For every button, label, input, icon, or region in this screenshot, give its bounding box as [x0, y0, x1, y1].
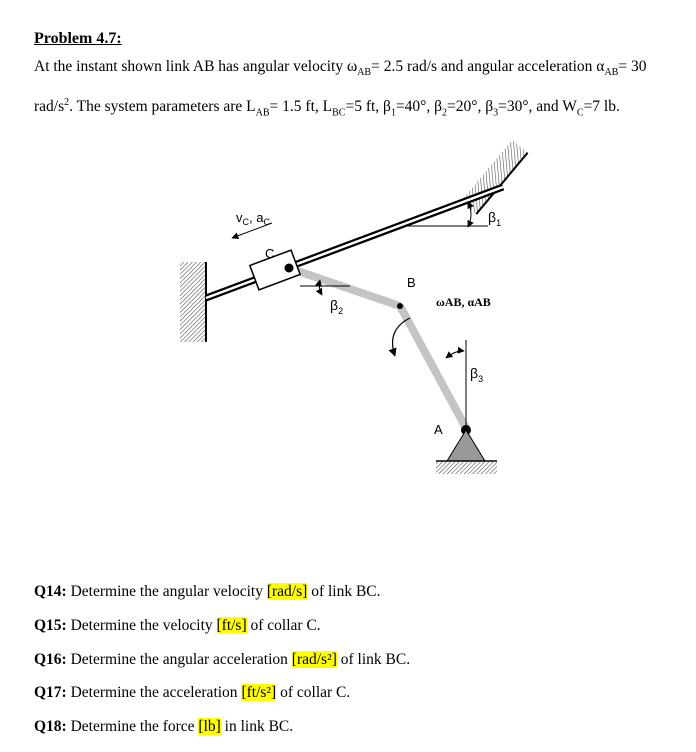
intro-text: =30°, and W	[498, 98, 577, 116]
intro-sub: 1	[390, 107, 396, 119]
intro-text: . The system parameters are L	[69, 98, 256, 116]
intro-text: =5 ft, β	[345, 98, 391, 116]
question-q16: Q16: Determine the angular acceleration [rad/s²] of link BC.	[34, 651, 411, 668]
intro-sup: 2	[64, 97, 70, 109]
label-beta3: $\beta_3$	[470, 365, 484, 384]
link-bc	[289, 268, 400, 306]
beta3-arc-arrow	[446, 351, 464, 358]
unit-highlight: [ft/s]	[216, 617, 247, 634]
label-vc: $v_C$, $a_C$	[236, 210, 270, 227]
label-c: C	[265, 246, 275, 261]
intro-text: =40°, β	[395, 98, 443, 116]
unit-highlight: [ft/s²]	[241, 684, 277, 701]
left-wall-hatch	[180, 262, 206, 342]
intro-sub: AB	[357, 67, 372, 79]
label-a: A	[434, 422, 443, 437]
label-omega-alpha: ωAB, αAB	[436, 295, 491, 309]
link-ab	[400, 306, 466, 428]
pin-c	[285, 264, 294, 273]
intro-sub: AB	[255, 107, 270, 119]
question-q14: Q14: Determine the angular velocity [rad/s] of link BC.	[34, 583, 381, 600]
intro-text: At the instant shown link AB has angular velocity ω	[34, 58, 358, 75]
ground-hatch	[436, 462, 497, 474]
unit-highlight: [rad/s²]	[291, 651, 337, 668]
question-q15: Q15: Determine the velocity [ft/s] of collar C.	[34, 617, 321, 634]
intro-text: = 30 rad/s	[34, 58, 647, 116]
intro-text: =7 lb.	[583, 98, 620, 116]
intro-sub: 3	[493, 107, 499, 119]
pin-b	[397, 303, 403, 309]
label-b: B	[407, 275, 416, 290]
intro-sub: AB	[604, 67, 619, 79]
support-a	[447, 430, 485, 461]
label-beta2: $\beta_2$	[330, 297, 344, 316]
intro-sub: C	[576, 107, 584, 119]
right-wall-hatch	[461, 140, 528, 214]
intro-text: = 2.5 rad/s and angular acceleration α	[371, 58, 605, 75]
unit-highlight: [rad/s]	[266, 583, 308, 600]
intro-sub: BC	[332, 107, 346, 119]
intro-text: = 1.5 ft, L	[269, 98, 333, 116]
label-beta1: $\beta_1$	[488, 209, 502, 228]
question-q18: Q18: Determine the force [lb] in link BC.	[34, 718, 294, 735]
intro-sub: 2	[442, 107, 448, 119]
question-q17: Q17: Determine the acceleration [ft/s²] of collar C.	[34, 684, 351, 701]
guide-rod-inner	[206, 187, 503, 298]
intro-text: =20°, β	[447, 98, 494, 116]
problem-title: Problem 4.7:	[34, 30, 122, 47]
unit-highlight: [lb]	[198, 718, 221, 735]
